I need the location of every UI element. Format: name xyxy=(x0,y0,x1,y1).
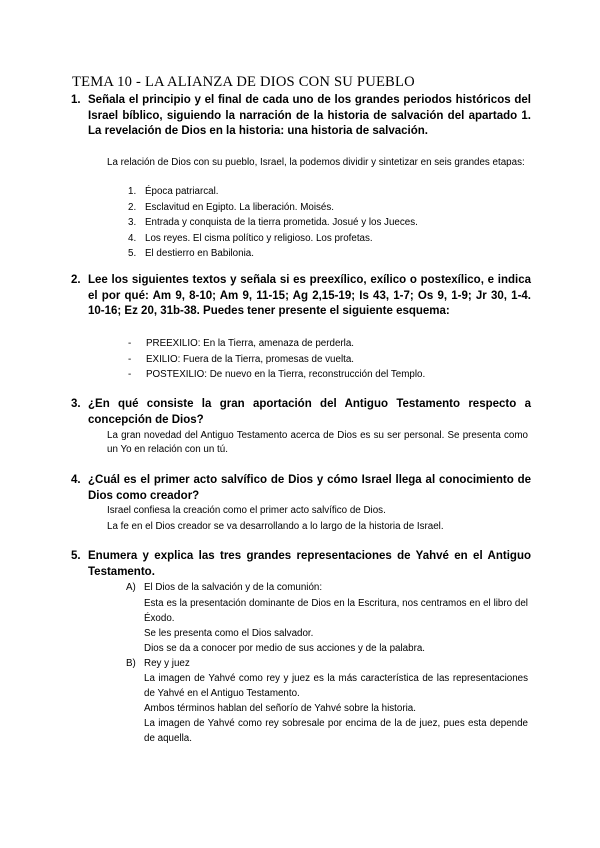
question-number: 1. xyxy=(71,94,81,106)
list-item: 3. Entrada y conquista de la tierra prometida. Josué y los Jueces. xyxy=(128,217,418,228)
page-title: TEMA 10 - LA ALIANZA DE DIOS CON SU PUEBLO xyxy=(72,74,415,90)
subsection-text: Esta es la presentación dominante de Dios en la Escritura, nos centramos en el libro del Éxodo. xyxy=(144,598,528,624)
list-item: - EXILIO: Fuera de la Tierra, promesas de vuelta. xyxy=(128,353,355,365)
subsection-b-heading: B) Rey y juez xyxy=(126,658,190,669)
question-2 xyxy=(71,273,531,320)
question-text: Señala el principio y el final de cada uno de los grandes periodos históricos del Israel bíblico, siguiendo la narración de la historia de salvación del apartado 1. La revelación de Dios en la historia: una historia de salvación. xyxy=(88,94,531,138)
answer-text: La gran novedad del Antiguo Testamento acerca de Dios es su ser personal. Se presenta como un Yo en relación con un tú. xyxy=(107,430,528,455)
question-number: 2. xyxy=(71,274,81,286)
subsection-text: Se les presenta como el Dios salvador. xyxy=(144,628,314,639)
question-5 xyxy=(71,549,531,580)
question-text: ¿Cuál es el primer acto salvífico de Dios y cómo Israel llega al conocimiento de Dios como creador? xyxy=(88,474,531,502)
question-4 xyxy=(71,473,531,504)
answer-intro: La relación de Dios con su pueblo, Israel, la podemos dividir y sintetizar en seis grandes etapas: xyxy=(107,157,525,168)
list-item: 2. Esclavitud en Egipto. La liberación. Moisés. xyxy=(128,201,334,213)
list-item: 1. Época patriarcal. xyxy=(128,186,219,197)
list-item: 5. El destierro en Babilonia. xyxy=(128,248,254,259)
question-1 xyxy=(71,93,531,140)
list-item: - PREEXILIO: En la Tierra, amenaza de perderla. xyxy=(128,338,355,349)
schema-list xyxy=(128,336,425,383)
answer-text: Israel confiesa la creación como el primer acto salvífico de Dios. xyxy=(107,505,386,516)
question-number: 5. xyxy=(71,550,81,562)
question-text: Lee los siguientes textos y señala si es preexílico, exílico o postexílico, e indica el por qué: Am 9, 8-10; Am 9, 11-15; Ag 2,15-19; Is 43, 1-7; Os 9, 1-9; Jr 30, 1-4. 10-16; Ez 20, 31b-38. Puedes tener presente el siguiente esquema: xyxy=(88,274,531,318)
question-number: 4. xyxy=(71,474,81,486)
answer-text: La fe en el Dios creador se va desarrollando a lo largo de la historia de Israel. xyxy=(107,521,444,532)
list-item: - POSTEXILIO: De nuevo en la Tierra, reconstrucción del Templo. xyxy=(128,369,426,380)
subsection-text: La imagen de Yahvé como rey sobresale por encima de la de juez, pues esta depende de aquella. xyxy=(144,718,528,744)
question-number: 3. xyxy=(71,398,81,410)
question-3 xyxy=(71,397,531,428)
subsection-text: Ambos términos hablan del señorío de Yahvé sobre la historia. xyxy=(144,703,416,714)
stages-list xyxy=(128,184,418,262)
subsection-text: La imagen de Yahvé como rey y juez es la más característica de las representaciones de Yahvé en el Antiguo Testamento. xyxy=(144,673,528,699)
subsection-a-heading: A) El Dios de la salvación y de la comunión: xyxy=(126,582,323,593)
question-text: Enumera y explica las tres grandes representaciones de Yahvé en el Antiguo Testamento. xyxy=(88,550,531,578)
subsection-text: Dios se da a conocer por medio de sus acciones y de la palabra. xyxy=(144,643,426,654)
list-item: 4. Los reyes. El cisma político y religioso. Los profetas. xyxy=(128,232,373,244)
question-text: ¿En qué consiste la gran aportación del Antiguo Testamento respecto a concepción de Dios? xyxy=(88,398,531,426)
